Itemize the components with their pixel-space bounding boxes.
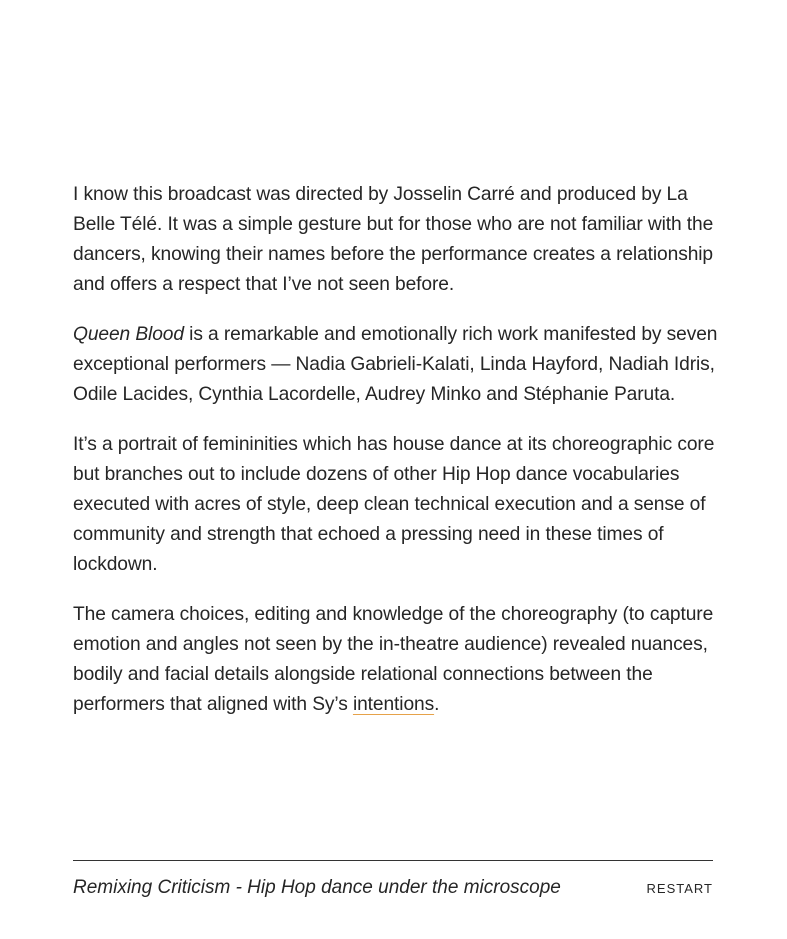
work-title: Queen Blood (73, 324, 184, 345)
paragraph-3: It’s a portrait of femininities which has house dance at its choreographic core but branches out to include dozens of other Hip Hop dance vocabularies executed with acres of style, deep clean technical execution and a sense of community and strength that echoed a pressing need in these times of lockdown. (73, 434, 715, 575)
intentions-link[interactable]: intentions (352, 694, 435, 715)
paragraph-2-text: is a remarkable and emotionally rich work manifested by seven exceptional performers — Nadia Gabrieli-Kalati, Linda Hayford, Nadiah Idris, Odile Lacides, Cynthia Lacordelle, Audrey Minko and Stéphanie Paruta. (73, 324, 718, 405)
paragraph-4-text: The camera choices, editing and knowledge of the choreography (to capture emotion and angles not seen by the in-theatre audience) revealed nuances, bodily and facial details alongside relational connections between the performers that aligned with Sy’s (73, 604, 714, 715)
restart-button[interactable]: RESTART (646, 880, 713, 896)
paragraph-2 (73, 320, 723, 410)
paragraph-4-end: . (434, 694, 440, 715)
footer-title: Remixing Criticism - Hip Hop dance under the microscope (73, 877, 561, 898)
paragraph-1: I know this broadcast was directed by Josselin Carré and produced by La Belle Télé. It was a simple gesture but for those who are not familiar with the dancers, knowing their names before the performance creates a relationship and offers a respect that I’ve not seen before. (73, 184, 714, 295)
article-body (73, 180, 723, 740)
footer-bar (73, 873, 713, 903)
footer-divider (73, 860, 713, 861)
paragraph-4 (73, 600, 723, 720)
